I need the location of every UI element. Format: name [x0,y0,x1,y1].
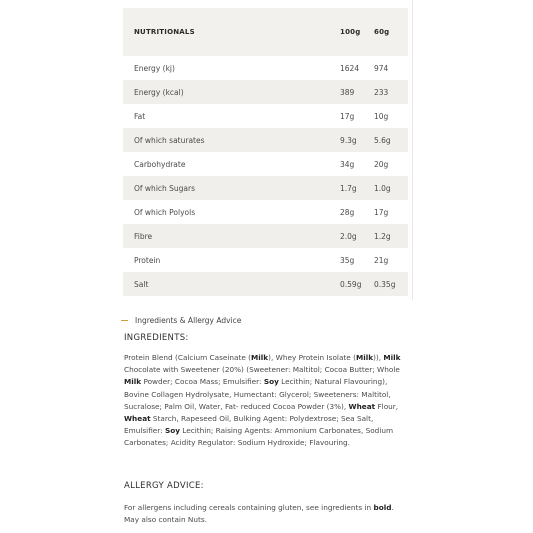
nutrient-name: Carbohydrate [134,159,186,169]
nutrient-value-100g: 1.7g [340,183,357,193]
nutrient-name: Of which Polyols [134,207,196,217]
ingredient-text-segment: Lecithin; Raising Agents: Ammonium Carbonates, Sodium Carbonates; Acidity Regulator: Sodium Hydroxide; Flavouring. [124,426,394,448]
allergy-line1-post: . [391,503,394,512]
ingredients-accordion-toggle[interactable] [121,316,241,325]
nutrition-row [123,104,408,128]
nutrition-row [123,56,408,80]
nutrient-value-60g: 5.6g [374,135,391,145]
allergy-line1-pre: For allergens including cereals containing gluten, see ingredients in [124,503,374,512]
nutrient-value-60g: 20g [374,159,389,169]
nutrient-value-100g: 28g [340,207,355,217]
nutrient-name: Fat [134,111,146,121]
nutrient-value-60g: 17g [374,207,389,217]
ingredient-text-segment: Powder; Cocoa Mass; Emulsifier: [141,377,264,387]
nutrient-value-100g: 34g [340,159,355,169]
nutrient-name: Fibre [134,231,153,241]
nutrition-header-label: NUTRITIONALS [134,28,195,36]
nutrient-value-100g: 35g [340,255,355,265]
ingredient-text-segment: Starch, Rapeseed Oil, Bulking Agent: Polydextrose; Sea Salt, Emulsifier: [124,414,374,436]
ingredient-text-segment: Chocolate with Sweetener (20%) (Sweetener: Maltitol; Cocoa Butter; Whole [124,365,400,375]
nutrition-row [123,128,408,152]
ingredient-text-segment: ), Whey Protein Isolate ( [268,353,356,362]
ingredient-text-segment: )), [373,353,384,362]
allergen-highlight: Milk [383,353,401,362]
nutrient-name: Of which Sugars [134,183,196,193]
nutrient-value-60g: 1.0g [374,183,391,193]
ingredients-text [124,352,406,450]
nutrition-row [123,224,408,248]
ingredient-text-segment: Protein Blend (Calcium Caseinate ( [124,353,252,362]
nutrient-value-100g: 17g [340,111,355,121]
nutrition-row [123,80,408,104]
nutrition-rows [123,56,408,296]
allergy-line1-bold: bold [373,503,392,512]
allergy-title: ALLERGY ADVICE: [124,481,204,491]
panel-divider [412,0,413,300]
allergy-text [124,502,406,526]
ingredient-text-segment: Flour, [375,401,399,411]
nutrient-value-100g: 1624 [340,63,360,73]
allergen-highlight: Milk [251,353,269,362]
allergy-line2: May also contain Nuts. [124,515,207,525]
allergen-highlight: Soy [164,426,180,436]
nutrition-header-100g: 100g [340,28,361,36]
allergen-highlight: Wheat [124,414,151,424]
nutrient-value-60g: 0.35g [374,279,396,289]
nutrition-table [123,8,408,296]
nutrition-row [123,272,408,296]
nutrient-value-100g: 2.0g [340,231,357,241]
nutrition-row [123,248,408,272]
nutrient-value-60g: 21g [374,255,389,265]
nutrient-name: Salt [134,279,149,289]
nutrient-value-60g: 233 [374,87,389,97]
allergen-highlight: Milk [124,377,142,387]
nutrition-row [123,176,408,200]
nutrition-row [123,200,408,224]
nutrition-header-row [123,8,408,56]
nutrient-value-60g: 974 [374,63,389,73]
allergen-highlight: Soy [263,377,279,387]
nutrient-value-100g: 9.3g [340,135,357,145]
allergen-highlight: Wheat [348,401,376,411]
collapse-dash-icon [121,320,128,321]
ingredient-text-segment: Lecithin; Natural Flavouring), Bovine Collagen Hydrolysate, Humectant: Glycerol; Sweeteners: Maltitol, Sucralose; Palm Oil, Water, Fat- reduced Cocoa Powder (3%), [124,377,391,411]
nutrient-value-60g: 10g [374,111,389,121]
nutrient-value-100g: 389 [340,87,355,97]
nutrient-value-60g: 1.2g [374,231,391,241]
nutrient-name: Of which saturates [134,135,205,145]
nutrition-header-60g: 60g [374,28,390,36]
nutrient-value-100g: 0.59g [340,279,362,289]
nutrient-name: Energy (kj) [134,63,175,73]
nutrient-name: Protein [134,255,161,265]
allergen-highlight: Milk [355,353,374,362]
accordion-label: Ingredients & Allergy Advice [135,316,242,325]
ingredients-title: INGREDIENTS: [124,333,189,343]
nutrition-row [123,152,408,176]
nutrient-name: Energy (kcal) [134,87,184,97]
